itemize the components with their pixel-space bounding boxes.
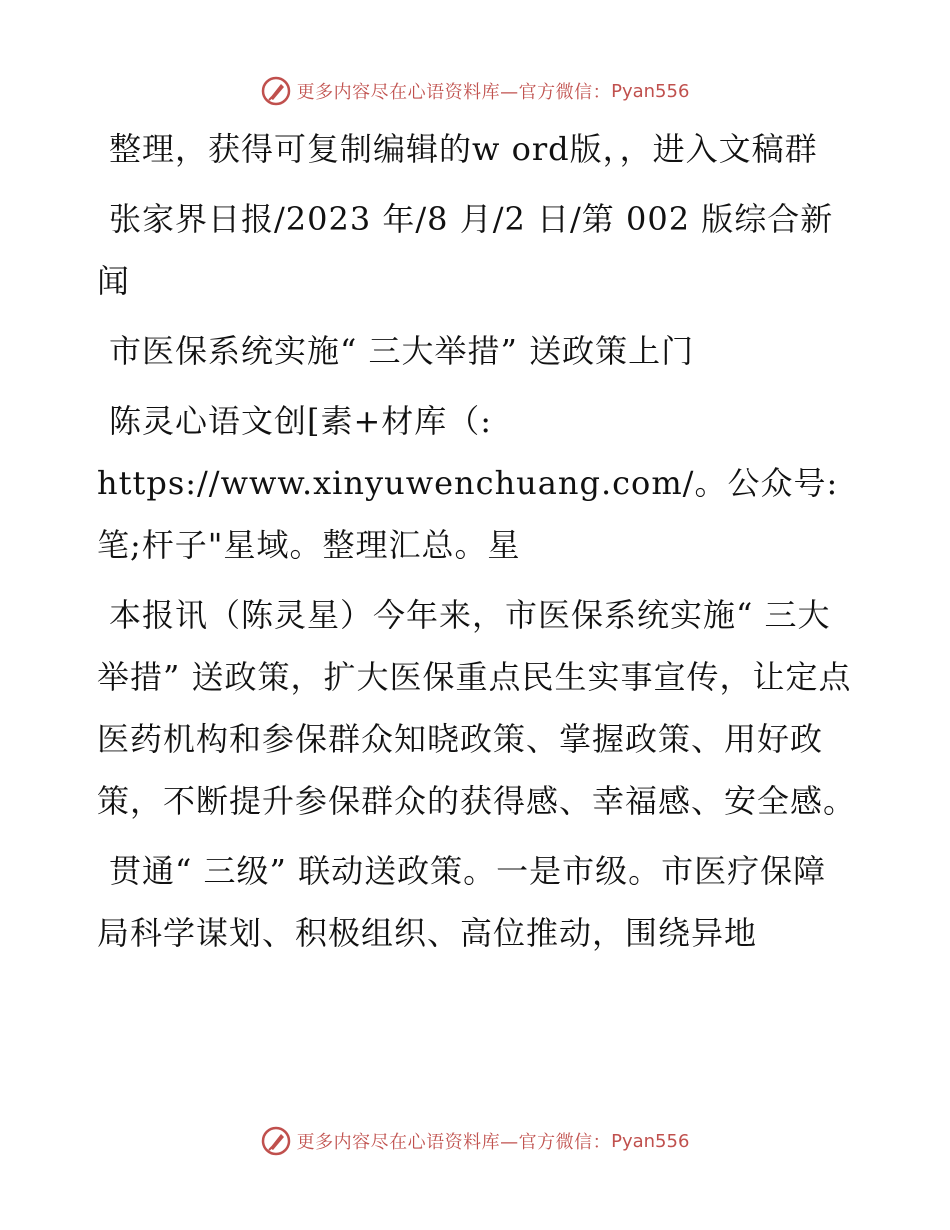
paragraph: 整理，获得可复制编辑的w ord版，，进入文稿群	[109, 130, 818, 168]
paragraph: 陈灵心语文创[素+材库（: https://www.xinyuwenchuang.com/。公众号: 笔;杆子"星域。整理汇总。星	[97, 402, 839, 564]
quill-pen-logo-icon	[261, 1126, 291, 1156]
banner-contact: Pyan556	[611, 80, 690, 102]
banner-text: 更多内容尽在心语资料库—官方微信：	[296, 1132, 612, 1153]
paragraph: 张家界日报/2023 年/8 月/2 日/第 002 版综合新闻	[97, 200, 834, 300]
header-watermark-banner	[0, 71, 950, 111]
paragraph: 贯通“ 三级” 联动送政策。一是市级。市医疗保障局科学谋划、积极组织、高位推动，围绕异地	[97, 852, 827, 952]
paragraph: 本报讯（陈灵星）今年来，市医保系统实施“ 三大举措” 送政策，扩大医保重点民生实事宣传，让定点医药机构和参保群众知晓政策、掌握政策、用好政策，不断提升参保群众的获得感、幸福感、安全感。	[97, 596, 857, 820]
banner-text: 更多内容尽在心语资料库—官方微信：	[296, 82, 612, 103]
quill-pen-logo-icon	[261, 76, 291, 106]
document-body	[97, 118, 857, 972]
footer-watermark-banner	[0, 1121, 950, 1161]
paragraph: 市医保系统实施“ 三大举措” 送政策上门	[109, 332, 695, 370]
banner-contact: Pyan556	[611, 1130, 690, 1152]
